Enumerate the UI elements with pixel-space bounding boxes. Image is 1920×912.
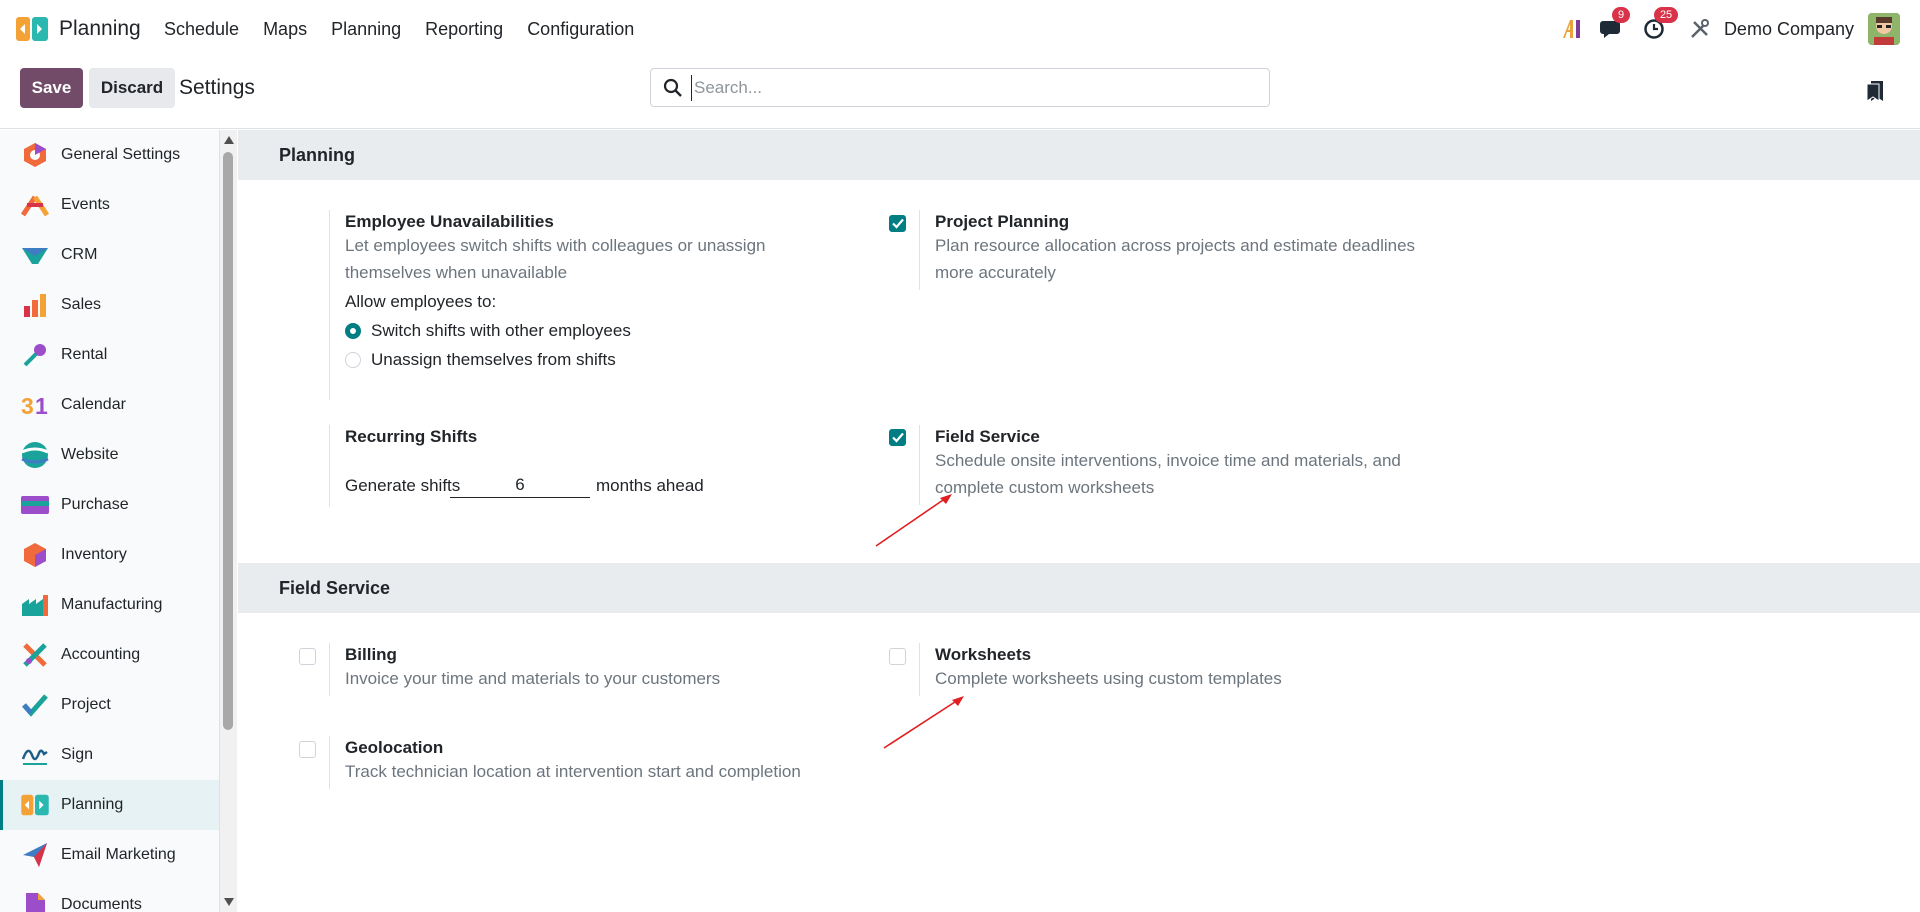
divider xyxy=(329,736,330,789)
geolocation-checkbox[interactable] xyxy=(299,741,316,758)
sidebar-item-purchase[interactable] xyxy=(0,480,219,530)
divider xyxy=(329,425,330,507)
menu-reporting[interactable]: Reporting xyxy=(425,18,504,39)
sign-icon xyxy=(21,741,49,769)
field-service-checkbox[interactable] xyxy=(889,429,906,446)
sidebar-item-inventory[interactable] xyxy=(0,530,219,580)
setting-title: Billing xyxy=(345,645,397,664)
avatar[interactable] xyxy=(1868,13,1900,45)
annotation-arrow-icon xyxy=(882,692,972,752)
setting-description: Track technician location at intervention start and completion xyxy=(345,762,801,781)
setting-field-service xyxy=(919,425,1439,515)
generate-shifts-label: Generate shifts xyxy=(345,476,461,495)
sidebar-item-accounting[interactable] xyxy=(0,630,219,680)
section-header-planning xyxy=(238,130,1920,180)
setting-description: Plan resource allocation across projects and estimate deadlines more accurately xyxy=(935,236,1416,282)
divider xyxy=(919,210,920,290)
svg-text:1: 1 xyxy=(35,393,48,417)
section-title: Planning xyxy=(279,145,355,165)
sidebar-item-label: Planning xyxy=(61,796,124,813)
setting-employee-unavailabilities xyxy=(329,210,809,400)
sidebar-item-label: Events xyxy=(61,196,110,213)
messages-badge: 9 xyxy=(1612,7,1630,23)
section-header-field-service xyxy=(238,563,1920,613)
menu-maps[interactable]: Maps xyxy=(263,18,308,39)
section-title: Field Service xyxy=(279,578,391,598)
project-icon xyxy=(21,691,49,719)
planning-app-icon[interactable] xyxy=(16,15,48,43)
sidebar-item-label: Calendar xyxy=(61,396,126,413)
sidebar-item-label: Sales xyxy=(61,296,102,313)
sidebar-item-email-marketing[interactable] xyxy=(0,830,219,880)
top-menu xyxy=(164,0,658,58)
sidebar-item-label: CRM xyxy=(61,246,98,263)
company-switcher[interactable]: Demo Company xyxy=(1723,18,1854,39)
sidebar-item-label: Purchase xyxy=(61,496,129,513)
planning-icon xyxy=(21,791,49,819)
setting-title: Field Service xyxy=(935,427,1040,446)
sidebar-item-label: Email Marketing xyxy=(61,846,176,863)
sidebar-item-sales[interactable] xyxy=(0,280,219,330)
sidebar-item-events[interactable] xyxy=(0,180,219,230)
setting-recurring-shifts xyxy=(329,425,809,515)
documents-icon xyxy=(21,891,49,912)
worksheets-checkbox[interactable] xyxy=(889,648,906,665)
sidebar-item-label: Accounting xyxy=(61,646,141,663)
setting-description: Complete worksheets using custom templates xyxy=(935,669,1282,688)
sidebar-scrollbar[interactable] xyxy=(220,130,237,912)
sales-icon xyxy=(21,291,49,319)
setting-title: Worksheets xyxy=(935,645,1032,664)
setting-description: Schedule onsite interventions, invoice time and materials, and complete custom worksheets xyxy=(935,451,1401,497)
sidebar-item-label: Project xyxy=(61,696,111,713)
setting-title: Project Planning xyxy=(935,212,1070,231)
months-ahead-input[interactable] xyxy=(450,472,590,498)
radio-switch-shifts[interactable] xyxy=(345,323,361,339)
sidebar-item-label: Inventory xyxy=(61,546,127,563)
setting-title: Employee Unavailabilities xyxy=(345,212,554,231)
control-panel xyxy=(0,58,1920,129)
divider xyxy=(919,643,920,696)
svg-text:3: 3 xyxy=(21,393,34,417)
sidebar-item-manufacturing[interactable] xyxy=(0,580,219,630)
purchase-icon xyxy=(21,491,49,519)
crm-icon xyxy=(21,241,49,269)
events-icon xyxy=(21,191,49,219)
app-name[interactable]: Planning xyxy=(59,17,141,40)
setting-title: Geolocation xyxy=(345,738,444,757)
settings-sidebar xyxy=(0,130,220,912)
sidebar-item-label: Documents xyxy=(61,896,142,912)
discard-button[interactable]: Discard xyxy=(89,68,175,108)
setting-description: Invoice your time and materials to your customers xyxy=(345,669,721,688)
search-icon xyxy=(663,78,683,98)
manufacturing-icon xyxy=(21,591,49,619)
clock-icon[interactable] xyxy=(1640,9,1673,43)
website-icon xyxy=(21,441,49,469)
radio-unassign[interactable] xyxy=(345,352,361,368)
setting-project-planning xyxy=(919,210,1439,320)
menu-configuration[interactable]: Configuration xyxy=(527,18,635,39)
scroll-up-arrow-icon[interactable] xyxy=(224,136,234,144)
menu-schedule[interactable]: Schedule xyxy=(164,18,240,39)
sidebar-item-label: Sign xyxy=(61,746,94,763)
sidebar-item-label: General Settings xyxy=(61,146,181,163)
rental-icon xyxy=(21,341,49,369)
setting-billing xyxy=(329,643,829,703)
setting-description: Let employees switch shifts with colleagues or unassign themselves when unavailable xyxy=(345,236,766,282)
setting-worksheets xyxy=(919,643,1439,703)
sidebar-item-project[interactable] xyxy=(0,680,219,730)
sidebar-item-planning[interactable] xyxy=(0,780,219,830)
bookmark-icon[interactable] xyxy=(1865,80,1885,102)
inventory-icon xyxy=(21,541,49,569)
general-settings-icon xyxy=(21,141,49,169)
activities-badge: 25 xyxy=(1654,7,1678,23)
save-button[interactable]: Save xyxy=(20,68,83,108)
email-marketing-icon xyxy=(21,841,49,869)
sidebar-item-label: Website xyxy=(61,446,119,463)
sidebar-item-sign[interactable] xyxy=(0,730,219,780)
chat-icon[interactable] xyxy=(1598,9,1626,43)
setting-geolocation xyxy=(329,736,849,796)
annotation-arrow-icon xyxy=(874,490,964,550)
scroll-down-arrow-icon[interactable] xyxy=(224,898,234,906)
calendar-icon xyxy=(21,391,49,419)
sidebar-item-website[interactable] xyxy=(0,430,219,480)
search-input[interactable] xyxy=(691,75,1251,101)
project-planning-checkbox[interactable] xyxy=(889,215,906,232)
sidebar-item-crm[interactable] xyxy=(0,230,219,280)
sidebar-item-rental[interactable] xyxy=(0,330,219,380)
scroll-thumb[interactable] xyxy=(223,152,233,730)
search-box[interactable] xyxy=(650,68,1270,107)
sidebar-item-calendar[interactable] xyxy=(0,380,219,430)
divider xyxy=(329,210,330,400)
sidebar-item-label: Rental xyxy=(61,346,108,363)
setting-title: Recurring Shifts xyxy=(345,427,478,446)
radio-label-unassign[interactable]: Unassign themselves from shifts xyxy=(371,350,616,369)
tools-icon[interactable] xyxy=(1686,15,1714,43)
months-ahead-label: months ahead xyxy=(596,476,704,495)
radio-label-switch-shifts[interactable]: Switch shifts with other employees xyxy=(371,321,631,340)
divider xyxy=(329,643,330,696)
menu-planning[interactable]: Planning xyxy=(331,18,402,39)
settings-main xyxy=(238,130,1920,912)
breadcrumb: Settings xyxy=(179,76,255,99)
ai-icon[interactable] xyxy=(1558,15,1586,43)
accounting-icon xyxy=(21,641,49,669)
system-tray xyxy=(1558,0,1920,58)
top-navbar xyxy=(0,0,1920,58)
billing-checkbox[interactable] xyxy=(299,648,316,665)
sidebar-item-label: Manufacturing xyxy=(61,596,163,613)
sidebar-item-general-settings[interactable] xyxy=(0,130,219,180)
allow-employees-label: Allow employees to: xyxy=(345,292,497,311)
sidebar-item-documents[interactable] xyxy=(0,880,219,912)
